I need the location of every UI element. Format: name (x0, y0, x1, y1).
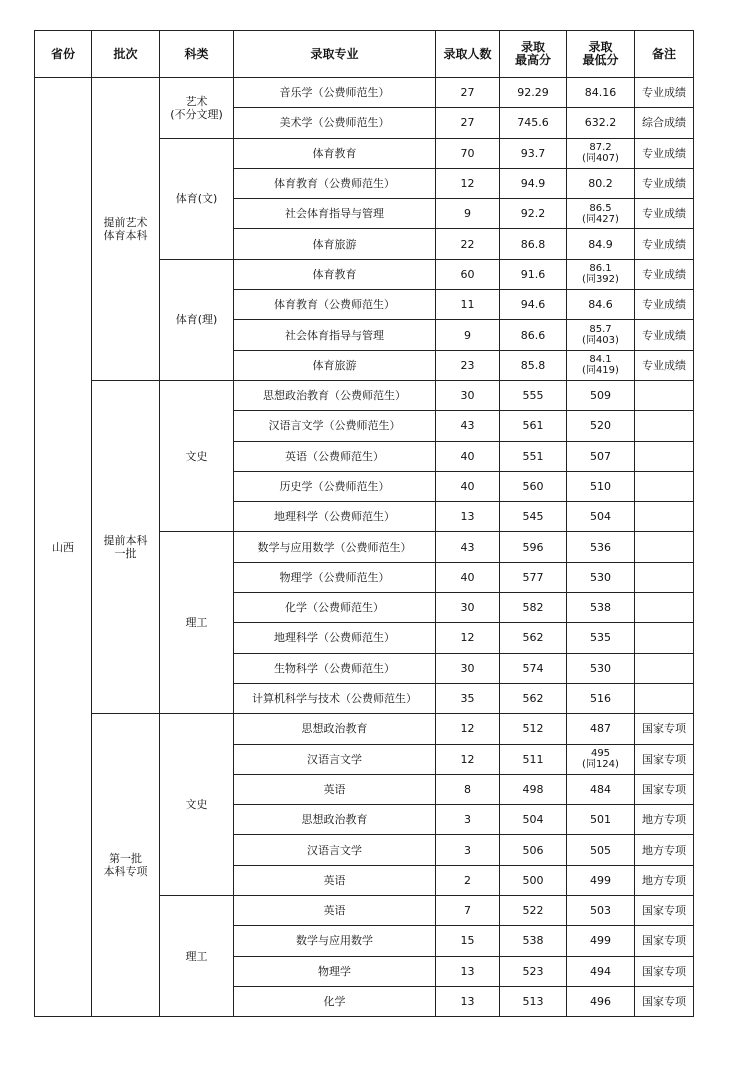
note-cell (635, 380, 694, 410)
note-cell (635, 532, 694, 562)
table-row (35, 714, 694, 744)
max-score-cell: 86.8 (500, 229, 567, 259)
min-score-tie-note: (同419) (582, 365, 619, 377)
min-score-cell: 487 (567, 714, 635, 744)
count-cell: 27 (436, 78, 500, 108)
min-score-tie-note: (同403) (582, 335, 619, 347)
note-cell: 专业成绩 (635, 168, 694, 198)
min-score-cell: 84.9 (567, 229, 635, 259)
count-cell: 8 (436, 774, 500, 804)
max-score-cell: 555 (500, 380, 567, 410)
min-score-tie-note: (同392) (582, 274, 619, 286)
note-cell: 专业成绩 (635, 78, 694, 108)
min-score-cell: 484 (567, 774, 635, 804)
count-cell: 3 (436, 835, 500, 865)
note-cell: 地方专项 (635, 835, 694, 865)
major-cell: 思想政治教育（公费师范生） (234, 380, 436, 410)
batch-cell: 提前本科 一批 (92, 380, 160, 713)
max-score-cell: 574 (500, 653, 567, 683)
header-note: 备注 (635, 31, 694, 78)
min-score-cell: 536 (567, 532, 635, 562)
count-cell: 30 (436, 380, 500, 410)
admission-table (34, 30, 694, 1017)
min-score-value: 87.2 (589, 142, 612, 154)
note-cell (635, 411, 694, 441)
note-cell: 专业成绩 (635, 259, 694, 289)
max-score-cell: 92.29 (500, 78, 567, 108)
note-cell: 国家专项 (635, 896, 694, 926)
count-cell: 70 (436, 138, 500, 168)
count-cell: 27 (436, 108, 500, 138)
min-score-cell: 530 (567, 653, 635, 683)
batch-cell: 第一批 本科专项 (92, 714, 160, 1017)
count-cell: 43 (436, 411, 500, 441)
major-cell: 物理学 (234, 956, 436, 986)
major-cell: 数学与应用数学 (234, 926, 436, 956)
category-cell: 理工 (160, 896, 234, 1017)
category-cell: 理工 (160, 532, 234, 714)
max-score-cell: 745.6 (500, 108, 567, 138)
major-cell: 社会体育指导与管理 (234, 199, 436, 229)
major-cell: 汉语言文学 (234, 835, 436, 865)
header-count: 录取人数 (436, 31, 500, 78)
count-cell: 22 (436, 229, 500, 259)
count-cell: 12 (436, 714, 500, 744)
note-cell: 国家专项 (635, 744, 694, 774)
major-cell: 物理学（公费师范生） (234, 562, 436, 592)
province-cell: 山西 (35, 78, 92, 1017)
count-cell: 12 (436, 168, 500, 198)
table-row (35, 380, 694, 410)
major-cell: 音乐学（公费师范生） (234, 78, 436, 108)
max-score-cell: 561 (500, 411, 567, 441)
major-cell: 化学（公费师范生） (234, 593, 436, 623)
count-cell: 9 (436, 320, 500, 350)
count-cell: 2 (436, 865, 500, 895)
major-cell: 英语 (234, 896, 436, 926)
count-cell: 3 (436, 805, 500, 835)
note-cell (635, 441, 694, 471)
min-score-tie-note: (同407) (582, 153, 619, 165)
header-batch: 批次 (92, 31, 160, 78)
header-category: 科类 (160, 31, 234, 78)
major-cell: 汉语言文学 (234, 744, 436, 774)
major-cell: 计算机科学与技术（公费师范生） (234, 683, 436, 713)
min-score-cell: 494 (567, 956, 635, 986)
count-cell: 13 (436, 956, 500, 986)
major-cell: 生物科学（公费师范生） (234, 653, 436, 683)
min-score-cell: 501 (567, 805, 635, 835)
max-score-cell: 94.6 (500, 290, 567, 320)
min-score-cell (567, 350, 635, 380)
note-cell: 地方专项 (635, 865, 694, 895)
count-cell: 13 (436, 502, 500, 532)
min-score-cell: 84.6 (567, 290, 635, 320)
note-cell (635, 502, 694, 532)
max-score-cell: 93.7 (500, 138, 567, 168)
count-cell: 12 (436, 744, 500, 774)
note-cell: 专业成绩 (635, 290, 694, 320)
min-score-cell (567, 138, 635, 168)
min-score-cell: 516 (567, 683, 635, 713)
major-cell: 数学与应用数学（公费师范生） (234, 532, 436, 562)
min-score-cell: 520 (567, 411, 635, 441)
max-score-cell: 511 (500, 744, 567, 774)
count-cell: 40 (436, 441, 500, 471)
header-min-score: 录取 最低分 (567, 31, 635, 78)
min-score-cell: 530 (567, 562, 635, 592)
note-cell: 国家专项 (635, 714, 694, 744)
major-cell: 英语（公费师范生） (234, 441, 436, 471)
min-score-tie-note: (同427) (582, 213, 619, 225)
major-cell: 思想政治教育 (234, 714, 436, 744)
note-cell: 专业成绩 (635, 229, 694, 259)
count-cell: 30 (436, 653, 500, 683)
max-score-cell: 512 (500, 714, 567, 744)
min-score-value: 86.5 (589, 202, 612, 214)
note-cell: 国家专项 (635, 926, 694, 956)
batch-cell: 提前艺术 体育本科 (92, 78, 160, 381)
max-score-cell: 91.6 (500, 259, 567, 289)
min-score-cell (567, 320, 635, 350)
min-score-cell: 632.2 (567, 108, 635, 138)
min-score-cell: 503 (567, 896, 635, 926)
major-cell: 体育教育 (234, 259, 436, 289)
note-cell (635, 623, 694, 653)
category-cell: 艺术 (不分文理) (160, 78, 234, 139)
note-cell: 专业成绩 (635, 320, 694, 350)
note-cell: 综合成绩 (635, 108, 694, 138)
max-score-cell: 522 (500, 896, 567, 926)
max-score-cell: 545 (500, 502, 567, 532)
max-score-cell: 498 (500, 774, 567, 804)
note-cell (635, 593, 694, 623)
max-score-cell: 92.2 (500, 199, 567, 229)
min-score-cell: 496 (567, 986, 635, 1016)
count-cell: 11 (436, 290, 500, 320)
count-cell: 9 (436, 199, 500, 229)
major-cell: 地理科学（公费师范生） (234, 623, 436, 653)
note-cell: 专业成绩 (635, 138, 694, 168)
table-body (35, 78, 694, 1017)
major-cell: 英语 (234, 865, 436, 895)
min-score-cell: 504 (567, 502, 635, 532)
min-score-cell: 499 (567, 865, 635, 895)
min-score-cell: 84.16 (567, 78, 635, 108)
min-score-value: 85.7 (589, 324, 612, 336)
max-score-cell: 85.8 (500, 350, 567, 380)
min-score-cell: 80.2 (567, 168, 635, 198)
max-score-cell: 504 (500, 805, 567, 835)
note-cell: 国家专项 (635, 956, 694, 986)
max-score-cell: 523 (500, 956, 567, 986)
max-score-cell: 94.9 (500, 168, 567, 198)
min-score-cell (567, 744, 635, 774)
count-cell: 35 (436, 683, 500, 713)
max-score-cell: 562 (500, 683, 567, 713)
note-cell: 专业成绩 (635, 199, 694, 229)
note-cell (635, 683, 694, 713)
count-cell: 13 (436, 986, 500, 1016)
major-cell: 美术学（公费师范生） (234, 108, 436, 138)
header-row (35, 31, 694, 78)
note-cell: 国家专项 (635, 986, 694, 1016)
min-score-cell: 505 (567, 835, 635, 865)
category-cell: 体育(文) (160, 138, 234, 259)
min-score-cell: 535 (567, 623, 635, 653)
major-cell: 体育旅游 (234, 229, 436, 259)
max-score-cell: 86.6 (500, 320, 567, 350)
note-cell: 地方专项 (635, 805, 694, 835)
max-score-cell: 596 (500, 532, 567, 562)
count-cell: 60 (436, 259, 500, 289)
table-row (35, 78, 694, 108)
min-score-value: 86.1 (589, 263, 612, 275)
major-cell: 地理科学（公费师范生） (234, 502, 436, 532)
min-score-value: 84.1 (589, 354, 612, 366)
max-score-cell: 506 (500, 835, 567, 865)
max-score-cell: 562 (500, 623, 567, 653)
min-score-tie-note: (同124) (582, 759, 619, 771)
max-score-cell: 560 (500, 471, 567, 501)
major-cell: 汉语言文学（公费师范生） (234, 411, 436, 441)
note-cell (635, 562, 694, 592)
count-cell: 15 (436, 926, 500, 956)
min-score-cell: 499 (567, 926, 635, 956)
count-cell: 40 (436, 562, 500, 592)
note-cell (635, 471, 694, 501)
min-score-cell: 510 (567, 471, 635, 501)
header-major: 录取专业 (234, 31, 436, 78)
major-cell: 历史学（公费师范生） (234, 471, 436, 501)
count-cell: 7 (436, 896, 500, 926)
max-score-cell: 513 (500, 986, 567, 1016)
min-score-cell (567, 259, 635, 289)
min-score-value: 495 (590, 748, 611, 760)
count-cell: 30 (436, 593, 500, 623)
max-score-cell: 500 (500, 865, 567, 895)
major-cell: 化学 (234, 986, 436, 1016)
count-cell: 43 (436, 532, 500, 562)
max-score-cell: 577 (500, 562, 567, 592)
min-score-cell: 538 (567, 593, 635, 623)
category-cell: 体育(理) (160, 259, 234, 380)
min-score-cell: 507 (567, 441, 635, 471)
major-cell: 社会体育指导与管理 (234, 320, 436, 350)
major-cell: 体育教育 (234, 138, 436, 168)
min-score-cell (567, 199, 635, 229)
note-cell: 国家专项 (635, 774, 694, 804)
major-cell: 思想政治教育 (234, 805, 436, 835)
major-cell: 体育旅游 (234, 350, 436, 380)
max-score-cell: 582 (500, 593, 567, 623)
count-cell: 12 (436, 623, 500, 653)
major-cell: 英语 (234, 774, 436, 804)
major-cell: 体育教育（公费师范生） (234, 290, 436, 320)
major-cell: 体育教育（公费师范生） (234, 168, 436, 198)
header-max-score: 录取 最高分 (500, 31, 567, 78)
count-cell: 23 (436, 350, 500, 380)
max-score-cell: 538 (500, 926, 567, 956)
note-cell: 专业成绩 (635, 350, 694, 380)
category-cell: 文史 (160, 380, 234, 531)
min-score-cell: 509 (567, 380, 635, 410)
max-score-cell: 551 (500, 441, 567, 471)
category-cell: 文史 (160, 714, 234, 896)
header-province: 省份 (35, 31, 92, 78)
count-cell: 40 (436, 471, 500, 501)
note-cell (635, 653, 694, 683)
